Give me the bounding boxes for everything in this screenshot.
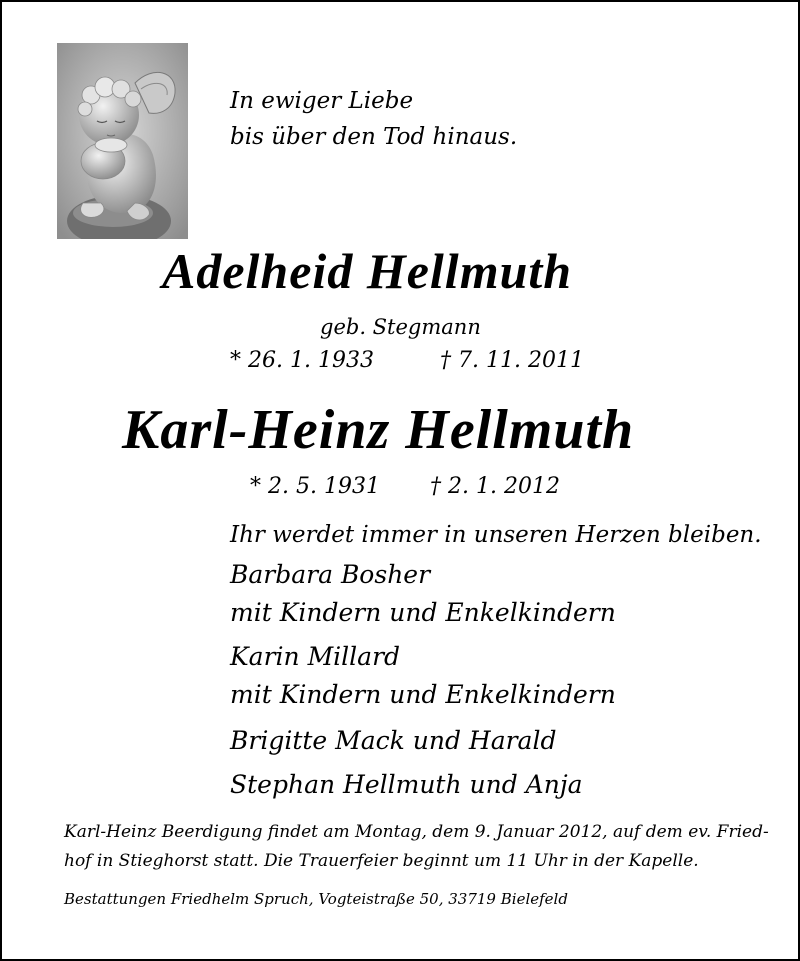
funeral-notice-line-2: hof in Stieghorst statt. Die Trauerfeier beginnt um 11 Uhr in der Kapelle. xyxy=(64,851,699,871)
angel-statue-icon xyxy=(57,43,188,239)
funeral-notice-line-1: Karl-Heinz Beerdigung findet am Montag, dem 9. Januar 2012, auf dem ev. Fried- xyxy=(64,822,769,842)
funeral-home: Bestattungen Friedhelm Spruch, Vogteistraße 50, 33719 Bielefeld xyxy=(64,890,568,908)
deceased-2-died: † 2. 1. 2012 xyxy=(430,474,560,499)
mourner-line: mit Kindern und Enkelkindern xyxy=(230,680,616,709)
mourners-intro: Ihr werdet immer in unseren Herzen bleiben. xyxy=(230,522,762,548)
deceased-1-born: * 26. 1. 1933 xyxy=(230,348,374,373)
deceased-2-name: Karl-Heinz Hellmuth xyxy=(122,399,635,461)
angel-statue-image xyxy=(57,43,188,239)
mourner-line: Stephan Hellmuth und Anja xyxy=(230,770,583,799)
deceased-1-birth-name: geb. Stegmann xyxy=(320,315,481,339)
motto-line-1: In ewiger Liebe xyxy=(230,88,414,114)
motto-line-2: bis über den Tod hinaus. xyxy=(230,124,518,150)
deceased-2-born: * 2. 5. 1931 xyxy=(250,474,380,499)
mourner-line: Karin Millard xyxy=(230,642,401,671)
deceased-1-name: Adelheid Hellmuth xyxy=(162,243,573,299)
deceased-1-died: † 7. 11. 2011 xyxy=(440,348,584,373)
mourner-line: Barbara Bosher xyxy=(230,560,431,589)
mourner-line: mit Kindern und Enkelkindern xyxy=(230,598,616,627)
mourner-line: Brigitte Mack und Harald xyxy=(230,726,557,755)
